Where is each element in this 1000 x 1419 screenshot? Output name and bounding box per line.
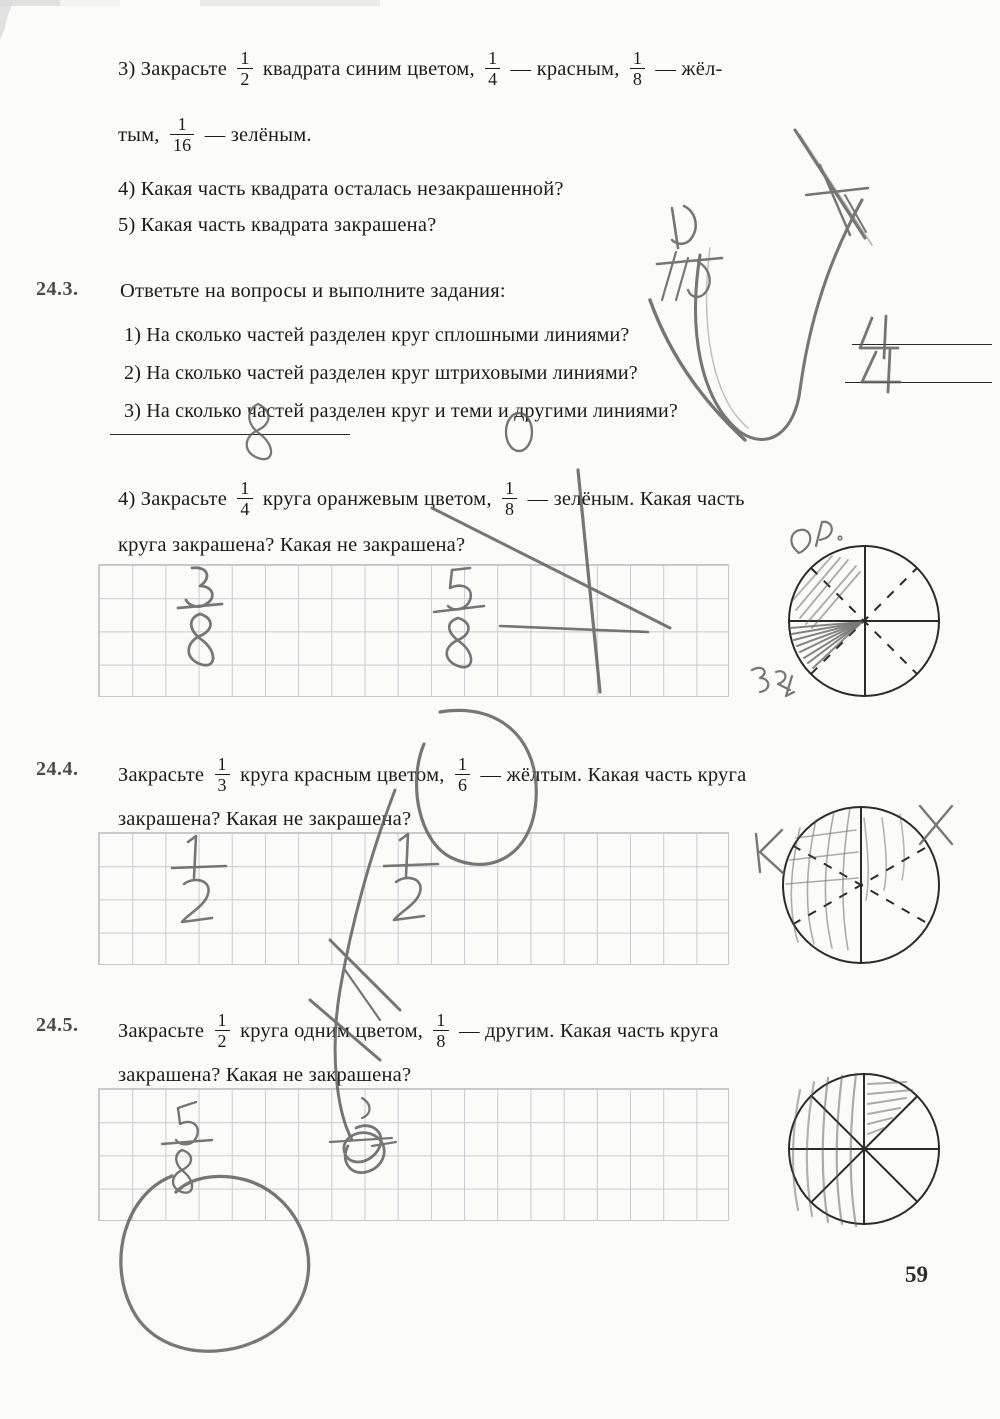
- answer-line-24-3-3[interactable]: [110, 434, 350, 435]
- task-24-3-4-line-1: [118, 478, 745, 520]
- task-3b-suffix: — зелёным.: [204, 123, 312, 146]
- fraction-one-third: $\frac{1}{3}$: [215, 757, 230, 793]
- task-24-4-prefix: Закрасьте: [118, 763, 205, 786]
- answer-grid-24-3[interactable]: [98, 564, 729, 697]
- task-24-5-mid-2: — другим. Какая часть круга: [458, 1019, 719, 1042]
- task-24-5-mid-1: круга одним цветом,: [240, 1019, 424, 1042]
- answer-grid-24-5[interactable]: [98, 1088, 729, 1221]
- scan-edge-top: [0, 0, 1000, 6]
- exercise-number-24-5: 24.5.: [36, 1014, 79, 1036]
- exercise-24-4-line-1: [118, 754, 747, 796]
- task-24-4-mid-1: круга красным цветом,: [240, 763, 445, 786]
- exercise-number-24-3: 24.3.: [36, 278, 79, 300]
- exercise-24-5-line-1: [118, 1010, 719, 1052]
- fraction-one-half: $\frac{1}{2}$: [237, 51, 252, 87]
- task-24-3-4-prefix: 4) Закрасьте: [118, 487, 228, 510]
- fraction-one-eighth-circle: $\frac{1}{8}$: [502, 481, 517, 517]
- task-24-3-4-mid-1: круга оранжевым цветом,: [262, 487, 492, 510]
- answer-line-24-3-1[interactable]: [852, 344, 992, 345]
- fraction-one-sixth: $\frac{1}{6}$: [455, 757, 470, 793]
- fraction-one-quarter: $\frac{1}{4}$: [485, 51, 500, 87]
- task-24-3-4-line-2: круга закрашена? Какая не закрашена?: [118, 534, 466, 556]
- exercise-24-5-line-2: закрашена? Какая не закрашена?: [118, 1064, 412, 1086]
- fraction-one-eighth-circle-2: $\frac{1}{8}$: [433, 1013, 448, 1049]
- task-24-3-4-mid-2: — зелёным. Какая часть: [527, 487, 745, 510]
- task-3b-prefix: тым,: [118, 123, 160, 146]
- task-24-4-mid-2: — жёлтым. Какая часть круга: [480, 763, 747, 786]
- task-3-mid-2: — красным,: [510, 57, 620, 80]
- answer-grid-24-4[interactable]: [98, 832, 729, 965]
- fraction-one-sixteenth: $\frac{1}{16}$: [170, 117, 194, 153]
- question-24-3-1: 1) На сколько частей разделен круг сплошными линиями?: [124, 324, 630, 346]
- task-3-mid-1: квадрата синим цветом,: [262, 57, 475, 80]
- task-5-text: 5) Какая часть квадрата закрашена?: [118, 214, 437, 236]
- task-4-text: 4) Какая часть квадрата осталась незакрашенной?: [118, 178, 564, 200]
- task-3-line-2: [118, 114, 312, 156]
- fraction-one-eighth: $\frac{1}{8}$: [630, 51, 645, 87]
- exercise-24-3-intro: Ответьте на вопросы и выполните задания:: [120, 280, 506, 302]
- question-24-3-2: 2) На сколько частей разделен круг штриховыми линиями?: [124, 362, 638, 384]
- task-3-line-1: [118, 48, 723, 90]
- page-number: 59: [905, 1262, 928, 1287]
- exercise-24-4-line-2: закрашена? Какая не закрашена?: [118, 808, 412, 830]
- task-24-5-prefix: Закрасьте: [118, 1019, 205, 1042]
- answer-line-24-3-2[interactable]: [845, 382, 992, 383]
- task-3-prefix: 3) Закрасьте: [118, 57, 228, 80]
- fraction-one-half-circle: $\frac{1}{2}$: [215, 1013, 230, 1049]
- exercise-number-24-4: 24.4.: [36, 758, 79, 780]
- question-24-3-3: 3) На сколько частей разделен круг и теми и другими линиями?: [124, 400, 679, 422]
- fraction-one-quarter-circle: $\frac{1}{4}$: [237, 481, 252, 517]
- task-3-suffix: — жёл-: [655, 57, 723, 80]
- scan-edge-corner: [0, 0, 14, 40]
